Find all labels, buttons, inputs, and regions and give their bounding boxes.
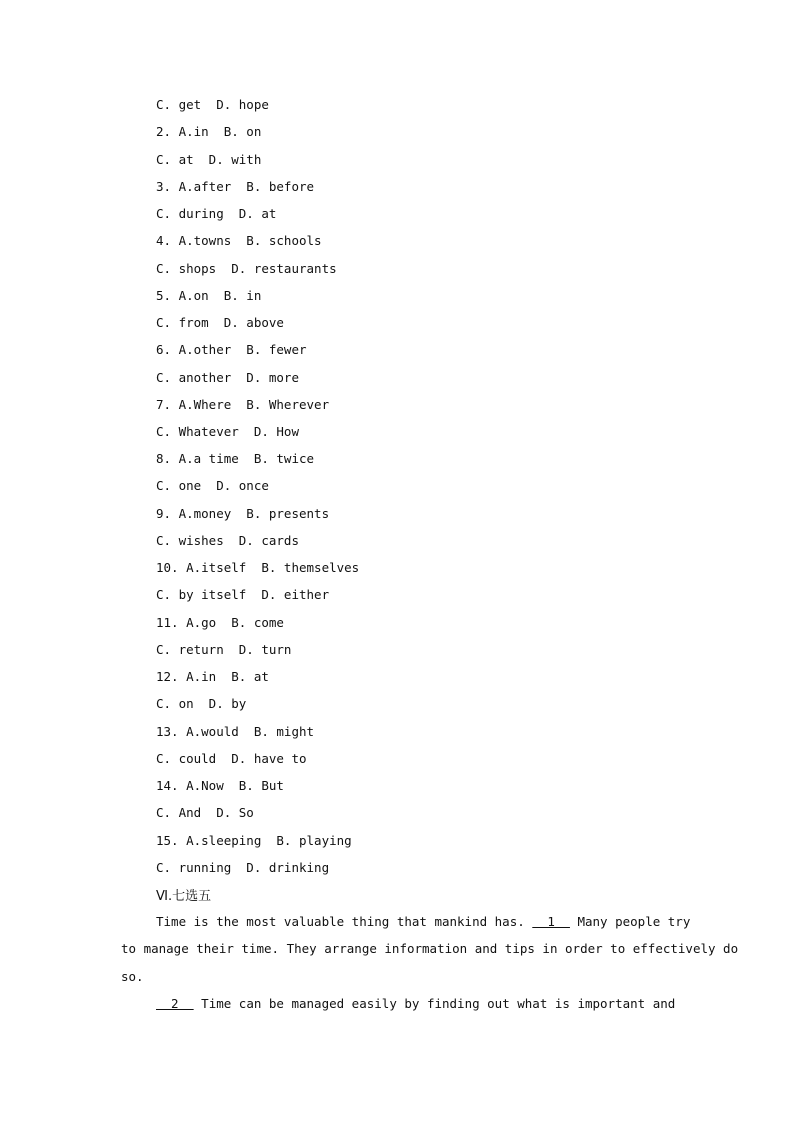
option-line: C. another D. more (156, 370, 299, 385)
option-line: 4. A.towns B. schools (156, 233, 322, 248)
option-line: C. And D. So (156, 805, 254, 820)
option-line: C. on D. by (156, 696, 247, 711)
answer-blank: 2 (156, 996, 194, 1011)
option-line: 2. A.in B. on (156, 124, 262, 139)
option-line: 11. A.go B. come (156, 615, 284, 630)
option-line: 6. A.other B. fewer (156, 342, 307, 357)
passage-sentence: Many people try (577, 914, 691, 929)
passage-sentence: Time can be managed easily by finding out what is important and (201, 996, 676, 1011)
option-line: 10. A.itself B. themselves (156, 560, 360, 575)
passage-line: to manage their time. They arrange information and tips in order to effectively do (121, 941, 739, 956)
passage-line: so. (121, 969, 144, 984)
option-line: 12. A.in B. at (156, 669, 269, 684)
passage-line (156, 996, 674, 1012)
passage-line (156, 914, 691, 930)
option-line: 15. A.sleeping B. playing (156, 833, 352, 848)
option-line: C. running D. drinking (156, 860, 330, 875)
option-line: C. shops D. restaurants (156, 261, 337, 276)
option-line: C. could D. have to (156, 751, 307, 766)
passage-sentence: Time is the most valuable thing that mankind has. (156, 914, 525, 929)
option-line: C. one D. once (156, 478, 269, 493)
option-line: C. during D. at (156, 206, 277, 221)
option-line: C. wishes D. cards (156, 533, 299, 548)
option-line: 5. A.on B. in (156, 288, 262, 303)
option-line: 14. A.Now B. But (156, 778, 284, 793)
section-title: Ⅵ.七选五 (156, 889, 212, 904)
option-line: C. return D. turn (156, 642, 292, 657)
option-line: 8. A.a time B. twice (156, 451, 315, 466)
option-line: C. from D. above (156, 315, 284, 330)
option-line: 9. A.money B. presents (156, 506, 330, 521)
option-line: 13. A.would B. might (156, 724, 315, 739)
answer-blank: 1 (532, 914, 570, 929)
option-line: 7. A.Where B. Wherever (156, 397, 330, 412)
option-line: C. at D. with (156, 152, 262, 167)
option-line: 3. A.after B. before (156, 179, 315, 194)
option-line: C. by itself D. either (156, 587, 330, 602)
option-line: C. Whatever D. How (156, 424, 299, 439)
option-line: C. get D. hope (156, 97, 269, 112)
